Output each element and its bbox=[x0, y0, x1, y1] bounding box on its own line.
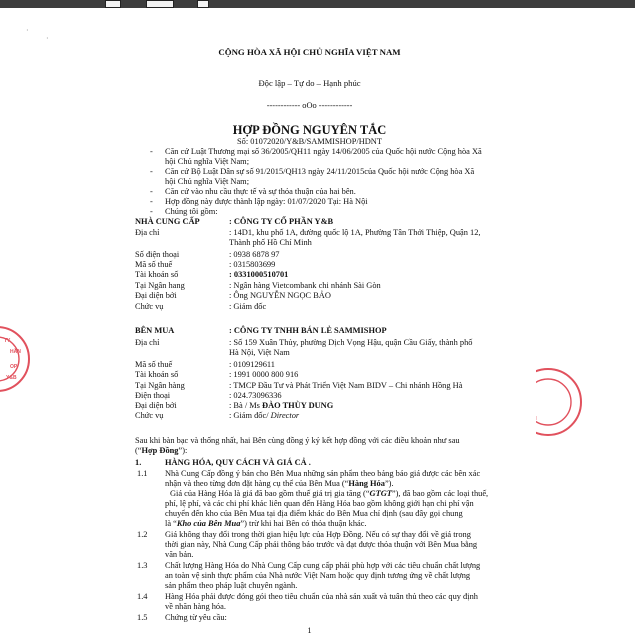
seller-label: Tài khoản số bbox=[135, 270, 179, 279]
clause-text: phí, lệ phí, và các chi phí khác liên quan đến Hàng Hóa bao gồm không giới hạn chi phí vận bbox=[165, 499, 474, 508]
clause-text-part: là “ bbox=[165, 519, 177, 528]
seller-label: Địa chỉ bbox=[135, 228, 160, 237]
clause-text bbox=[165, 479, 394, 489]
seal-ring-left bbox=[0, 328, 28, 390]
contract-number: Số: 01072020/Y&B/SAMMISHOP/HDNT bbox=[237, 137, 382, 146]
clause-text: sản phẩm theo pháp luật chuyên ngành. bbox=[165, 581, 298, 590]
seller-name: : CÔNG TY CỔ PHẦN Y&B bbox=[229, 217, 334, 226]
viewer-toolbar bbox=[0, 0, 635, 8]
clause-number: 1.4 bbox=[137, 592, 148, 601]
clause-text: Hàng Hóa phải được đóng gói theo tiêu chuẩn của nhà sản xuất và tuân thủ theo các quy định bbox=[165, 592, 478, 601]
clause-text-part: Giá của Hàng Hóa là giá đã bao gồm thuế giá trị gia tăng (“ bbox=[170, 489, 370, 498]
seller-label: Mã số thuế bbox=[135, 260, 173, 269]
clause-text-part: ”) trừ khi hai Bên có thỏa thuận khác. bbox=[240, 519, 367, 528]
buyer-value: : 024.73096336 bbox=[229, 391, 282, 400]
seller-value: Thành phố Hồ Chí Minh bbox=[229, 238, 312, 247]
buyer-value: Hà Nội, Việt Nam bbox=[229, 348, 290, 357]
seal-text-left-mid: HẦN bbox=[10, 349, 21, 355]
seller-value: : 0938 6878 97 bbox=[229, 250, 280, 259]
clause-text-part: ”). bbox=[384, 479, 394, 488]
toolbar-button[interactable] bbox=[197, 0, 209, 8]
clause-text: Chứng từ yêu cầu: bbox=[165, 613, 227, 622]
clause-text: an toàn vệ sinh thực phẩm của Nhà nước Việt Nam hoặc quy định tương ứng về chất lượng bbox=[165, 571, 471, 580]
seller-value: : Giám đốc bbox=[229, 302, 267, 311]
clause-text-part: nhận và theo từng đơn đặt hàng cụ thể của Bên Mua (“ bbox=[165, 479, 349, 488]
preamble-line: Căn cứ vào nhu cầu thực tế và sự thỏa thuận của hai bên. bbox=[165, 187, 356, 196]
agreement-open: (“ bbox=[135, 446, 142, 455]
clause-text: thời gian này, Nhà Cung Cấp phải thông báo trước và đạt được thỏa thuận với Bên Mua bằng bbox=[165, 540, 478, 549]
section-number: 1. bbox=[135, 458, 142, 467]
buyer-name: : CÔNG TY TNHH BÁN LẺ SAMMISHOP bbox=[229, 326, 387, 335]
buyer-value: : TMCP Đầu Tư và Phát Triển Việt Nam BIDV – Chi nhánh Hồng Hà bbox=[229, 381, 463, 390]
seller-label: Tại Ngân hang bbox=[135, 281, 185, 290]
buyer-value: : 1991 0000 800 916 bbox=[229, 370, 299, 379]
clause-text: Nhà Cung Cấp đồng ý bán cho Bên Mua những sản phẩm theo bảng báo giá được các bên xác bbox=[165, 469, 481, 478]
clause-number: 1.2 bbox=[137, 530, 148, 539]
preamble-line: hội Chủ nghĩa Việt Nam; bbox=[165, 177, 250, 186]
clause-text bbox=[170, 489, 488, 499]
preamble-line: hội Chủ nghĩa Việt Nam; bbox=[165, 157, 250, 166]
preamble-line: Chúng tôi gồm: bbox=[165, 207, 218, 216]
company-seal-left bbox=[0, 326, 30, 392]
clause-text-part: ”), đã bao gồm các loại thuế, bbox=[391, 489, 489, 498]
seller-heading: NHÀ CUNG CẤP bbox=[135, 217, 200, 226]
buyer-rep-prefix: : Bà / Ms bbox=[229, 401, 263, 410]
bullet-dash: - bbox=[150, 147, 153, 156]
clause-text bbox=[165, 519, 367, 529]
clause-term: Hàng Hóa bbox=[348, 479, 385, 488]
section-title: HÀNG HÓA, QUY CÁCH VÀ GIÁ CẢ . bbox=[165, 458, 311, 467]
seal-text-left-bottom: Y&B bbox=[6, 375, 17, 381]
buyer-position bbox=[229, 411, 299, 421]
buyer-label: Chức vụ bbox=[135, 411, 164, 420]
clause-text: văn bản. bbox=[165, 550, 194, 559]
left-pane bbox=[0, 8, 83, 635]
country-header: CỘNG HÒA XÃ HỘI CHỦ NGHĨA VIỆT NAM bbox=[218, 47, 401, 57]
buyer-label: Mã số thuế bbox=[135, 360, 173, 369]
buyer-value: : 0109129611 bbox=[229, 360, 275, 369]
clause-term: Kho của Bên Mua bbox=[176, 519, 241, 528]
agreement-line-2 bbox=[135, 446, 187, 456]
seal-text-left-top: TY bbox=[4, 338, 11, 344]
motto: Độc lập – Tự do – Hạnh phúc bbox=[258, 78, 361, 88]
buyer-label: Tại Ngân hàng bbox=[135, 381, 185, 390]
seller-value: : Ngân hàng Vietcombank chi nhánh Sài Gòn bbox=[229, 281, 381, 290]
preamble-line: Căn cứ Bộ Luật Dân sự số 91/2015/QH13 ngày 24/11/2015của Quốc hội nước Cộng hòa Xã bbox=[165, 167, 475, 176]
seller-account-number: : 0331000510701 bbox=[229, 270, 289, 279]
preamble-line: Căn cứ Luật Thương mại số 36/2005/QH11 ngày 14/06/2005 của Quốc hội nước Cộng hòa Xã bbox=[165, 147, 482, 156]
buyer-label: Tài khoản số bbox=[135, 370, 179, 379]
seller-value: : 0315803699 bbox=[229, 260, 276, 269]
buyer-label: Điện thoại bbox=[135, 391, 171, 400]
scan-speck: · bbox=[26, 26, 29, 35]
document-page bbox=[83, 8, 536, 635]
buyer-position-vi: : Giám đốc/ bbox=[229, 411, 271, 420]
seller-label: Đại diện bởi bbox=[135, 291, 177, 300]
buyer-heading: BÊN MUA bbox=[135, 326, 175, 335]
clause-number: 1.3 bbox=[137, 561, 148, 570]
buyer-label: Đại diện bởi bbox=[135, 401, 177, 410]
buyer-representative bbox=[229, 401, 333, 411]
agreement-term: Hợp Đồng bbox=[141, 446, 179, 455]
page-footer-number: 1 bbox=[307, 626, 312, 635]
seller-value: : 14D1, khu phố 1A, đường quốc lộ 1A, Phường Tân Thới Thiệp, Quận 12, bbox=[229, 228, 481, 237]
seller-label: Chức vụ bbox=[135, 302, 164, 311]
bullet-dash: - bbox=[150, 187, 153, 196]
clause-text: về nhãn hàng hóa. bbox=[165, 602, 226, 611]
clause-text: Giá không thay đổi trong thời gian hiệu lực của Hợp Đồng. Nếu có sự thay đổi về giá trong bbox=[165, 530, 471, 539]
clause-text: chuyển đến kho của Bên Mua tại địa điểm khác do Bên Mua chỉ định (sau đây gọi chung bbox=[165, 509, 463, 518]
separator: ------------ oOo ------------ bbox=[266, 101, 353, 110]
contract-title: HỢP ĐỒNG NGUYÊN TẮC bbox=[232, 123, 387, 137]
preamble-line: Hợp đồng này được thành lập ngày: 01/07/2020 Tại: Hà Nội bbox=[165, 197, 368, 206]
clause-number: 1.5 bbox=[137, 613, 148, 622]
buyer-rep-name: ĐÀO THÙY DUNG bbox=[262, 401, 334, 410]
page-number-input[interactable] bbox=[146, 0, 174, 8]
buyer-value: : Số 159 Xuân Thủy, phường Dịch Vọng Hậu, quận Cầu Giấy, thành phố bbox=[229, 338, 473, 347]
clause-text: Chất lượng Hàng Hóa do Nhà Cung Cấp cung cấp phải phù hợp với các tiêu chuẩn chất lượng bbox=[165, 561, 481, 570]
seller-label: Số điện thoại bbox=[135, 250, 180, 259]
agreement-close: ”): bbox=[178, 446, 188, 455]
bullet-dash: - bbox=[150, 167, 153, 176]
toolbar-button[interactable] bbox=[105, 0, 121, 8]
bullet-dash: - bbox=[150, 197, 153, 206]
clause-term: GTGT bbox=[369, 489, 392, 498]
seal-text-left-low: OP bbox=[10, 364, 18, 370]
scan-speck: · bbox=[46, 34, 49, 43]
clause-number: 1.1 bbox=[137, 469, 148, 478]
buyer-label: Địa chỉ bbox=[135, 338, 160, 347]
agreement-line: Sau khi bàn bạc và thống nhất, hai Bên cùng đồng ý ký kết hợp đồng với các điều khoản như sau bbox=[135, 436, 460, 445]
buyer-position-en: Director bbox=[270, 411, 300, 420]
bullet-dash: - bbox=[150, 207, 153, 216]
seller-value: : Ông NGUYỄN NGỌC BẢO bbox=[229, 291, 331, 300]
right-pane bbox=[536, 8, 635, 635]
